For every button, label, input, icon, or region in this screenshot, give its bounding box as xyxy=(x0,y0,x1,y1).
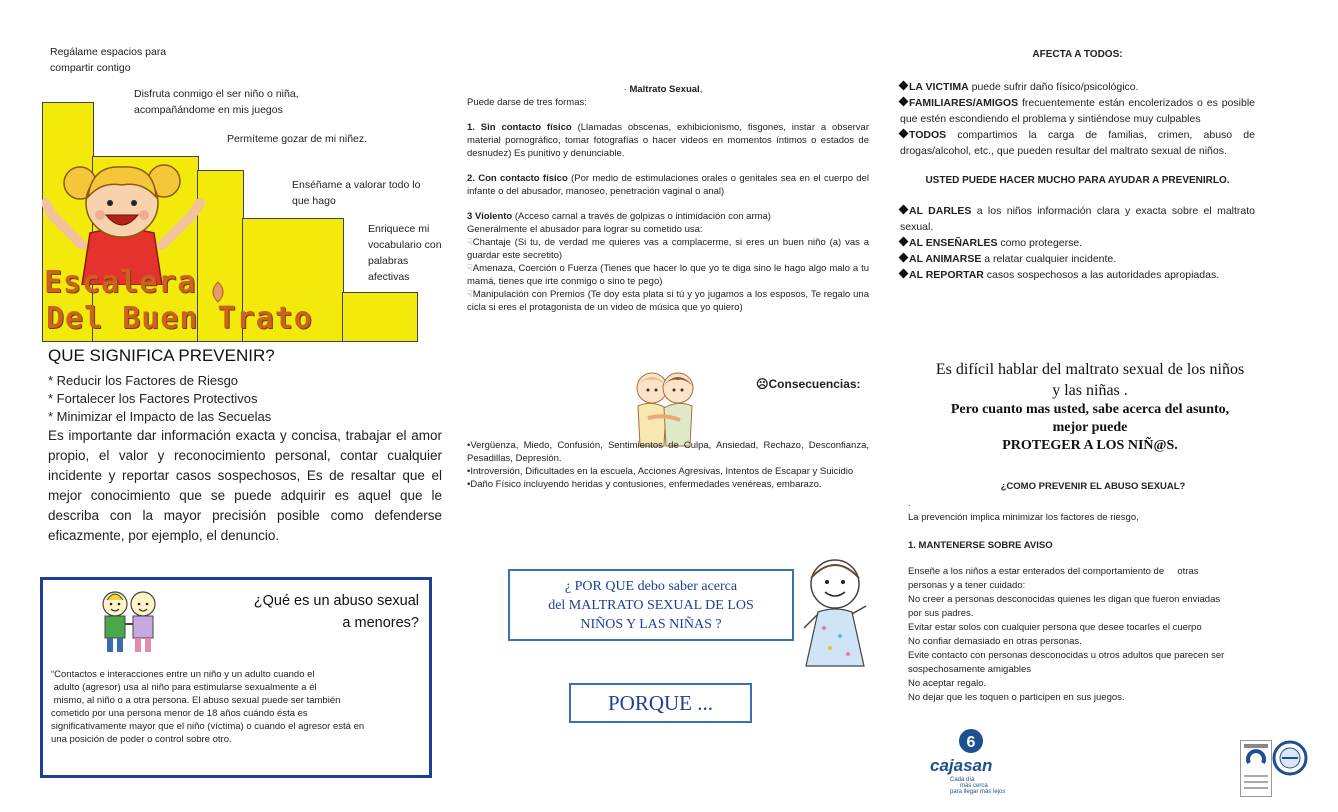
consecuencia-text: Introversión, Dificultades en la escuela, Acciones Agresivas, Intentos de Escapar y Suicidio xyxy=(470,466,854,477)
tactic-text: Chantaje (Si tu, de verdad me quieres vas a complacerme, si eres un buen niño (a) vas a guardar este secretito) xyxy=(467,237,869,261)
afecta-item xyxy=(900,95,1255,127)
tagline-line: más cerca xyxy=(960,783,988,789)
como-prevenir-section xyxy=(908,480,1288,705)
prevention-line: No creer a personas desconocidas quienes les digan que fueron enviadas xyxy=(908,594,1221,605)
certification-logo-2 xyxy=(1272,740,1308,776)
tagline-line: Cada día xyxy=(950,777,975,783)
dificil-line1: Es difícil hablar del maltrato sexual de los niños xyxy=(935,361,1245,378)
dificil-section xyxy=(895,359,1285,455)
porque-text: PORQUE ... xyxy=(607,691,713,715)
tagline-line: para llegar más lejos xyxy=(950,789,1006,795)
diamond-bullet-icon xyxy=(899,253,909,263)
prevention-line: sospechosamente amigables xyxy=(908,664,1032,675)
staircase-title-line1: Escalera xyxy=(44,265,197,300)
consecuencias-list xyxy=(467,439,869,491)
girl-illustration xyxy=(800,556,870,676)
abuso-line: “Contactos e interacciones entre un niño y un adulto cuando el xyxy=(51,669,315,680)
abuso-line: mismo, al niño o a otra persona. El abuso sexual puede ser también xyxy=(51,695,341,706)
abuso-line: una posición de poder o control sobre otro. xyxy=(51,734,232,745)
usted-text: casos sospechosos a las autoridades apropiadas. xyxy=(983,269,1220,281)
dificil-line3: Pero cuanto mas usted, sabe acerca del asunto, xyxy=(950,402,1230,417)
por-que-box xyxy=(508,569,794,641)
abuso-title-line1: ¿Qué es un abuso sexual xyxy=(253,593,419,609)
step-label-5: Enriquece mi vocabulario con palabras afectivas xyxy=(368,223,442,283)
abuso-line: cometido por una persona menor de 18 años cuándo ésta es xyxy=(51,708,308,719)
usted-item xyxy=(900,251,1255,267)
consecuencia-text: Vergüenza, Miedo, Confusión, Sentimientos de Culpa, Ansiedad, Rechazo, Desconfianza, Pesadillas, Depresión. xyxy=(467,440,869,464)
afecta-label: LA VICTIMA xyxy=(909,81,969,93)
usted-label: AL ENSEÑARLES xyxy=(909,237,998,249)
por-que-line2: del MALTRATO SEXUAL DE LOS xyxy=(548,598,754,613)
hugging-children-illustration xyxy=(628,368,700,448)
consecuencias-heading xyxy=(756,377,861,391)
diamond-bullet-icon xyxy=(899,205,909,215)
prevention-line: No dejar que les toquen o participen en sus juegos. xyxy=(908,692,1125,703)
sad-face-icon: ☹ xyxy=(756,377,769,391)
usted-title: USTED PUEDE HACER MUCHO PARA AYUDAR A PREVENIRLO. xyxy=(925,175,1230,186)
como-prevenir-title: ¿COMO PREVENIR EL ABUSO SEXUAL? xyxy=(1000,481,1186,492)
prevention-line: Enseñe a los niños a estar enterados del comportamiento de otras xyxy=(908,566,1199,577)
como-prevenir-subtitle: 1. MANTENERSE SOBRE AVISO xyxy=(908,540,1053,551)
consecuencia-item: •Introversión, Dificultades en la escuela, Acciones Agresivas, Intentos de Escapar y Suicidio xyxy=(467,466,854,477)
prevenir-title: QUE SIGNIFICA PREVENIR? xyxy=(48,346,275,365)
prevention-line: Evitar estar solos con cualquier persona que desee tocarles el cuerpo xyxy=(908,622,1202,633)
maltrato-bullet: · xyxy=(623,84,627,95)
afecta-item xyxy=(900,127,1255,159)
diamond-bullet-icon xyxy=(899,129,909,139)
abuso-definition xyxy=(51,668,423,746)
cajasan-logo xyxy=(928,726,1018,796)
iqnet-seal-icon xyxy=(1272,740,1308,776)
usted-text: como protegerse. xyxy=(997,237,1083,249)
step-label-4: Enséñame a valorar todo lo que hago xyxy=(292,179,421,207)
maltrato-form-1 xyxy=(467,121,869,160)
hand-icon: ☟ xyxy=(467,289,473,300)
stair-step-5 xyxy=(342,292,418,342)
usted-text: a relatar cualquier incidente. xyxy=(981,253,1117,265)
maltrato-intro: Puede darse de tres formas: xyxy=(467,97,587,108)
afecta-label: TODOS xyxy=(909,129,947,141)
usted-item xyxy=(900,203,1255,235)
cajasan-tagline xyxy=(950,777,1005,795)
maltrato-form-2 xyxy=(467,172,869,198)
children-illustration xyxy=(93,586,165,656)
maltrato-heading: Maltrato Sexual xyxy=(629,84,700,95)
tactic-text: Amenaza, Coerción o Fuerza (Tienes que hacer lo que yo te diga sino le hago algo malo a tu mamá, tienes que irte conmigo o sino te pego) xyxy=(467,263,869,287)
step-label-3: Permíteme gozar de mi niñez. xyxy=(227,133,368,145)
prevention-line: por sus padres. xyxy=(908,608,974,619)
diamond-bullet-icon xyxy=(899,237,909,247)
por-que-line1: ¿ POR QUE debo saber acerca xyxy=(564,579,738,594)
abuso-box xyxy=(40,577,432,778)
form-label: 2. Con contacto físico xyxy=(467,173,568,184)
prevention-line: No confiar demasiado en otras personas. xyxy=(908,636,1082,647)
prevention-line: No aceptar regalo. xyxy=(908,678,987,689)
abuso-title-line2: a menores? xyxy=(342,615,419,631)
form-text: (Acceso carnal a través de golpizas o intimidación con arma) xyxy=(512,211,771,222)
maltrato-form-3-sub: Generalmente el abusador para lograr su cometido usa: xyxy=(467,224,703,235)
maltrato-form-3 xyxy=(467,210,869,223)
hand-icon: ☟ xyxy=(467,263,473,274)
diamond-bullet-icon xyxy=(899,97,909,107)
prevenir-item: * Reducir los Factores de Riesgo xyxy=(48,373,239,388)
tactic-text: Manipulación con Premios (Te doy esta plata si tú y yo jugamos a los esposos, Te regalo una cicla si eres el protagonista de un video de música que yo quiero) xyxy=(467,289,869,313)
afecta-text: puede sufrir daño físico/psicológico. xyxy=(968,81,1139,93)
certification-mark-icon xyxy=(1241,741,1271,796)
svg-text:6: 6 xyxy=(966,734,976,751)
consecuencia-item: •Daño Físico incluyendo heridas y contusiones, enfermedades venéreas, embarazo. xyxy=(467,479,822,490)
dificil-line2: y las niñas . xyxy=(1052,382,1128,399)
cajasan-emblem-icon xyxy=(958,726,984,756)
afecta-text: frecuentemente están encolerizados o es posible que estén escondiendo el problema y sintiéndose muy culpables xyxy=(900,97,1255,125)
tactic-item xyxy=(467,236,869,262)
prevenir-item: * Minimizar el Impacto de las Secuelas xyxy=(48,409,272,424)
hand-icon: ☟ xyxy=(467,237,473,248)
cajasan-wordmark: cajasan xyxy=(930,756,993,775)
prevenir-paragraph: Es importante dar información exacta y concisa, trabajar el amor propio, el valor y reconocimiento personal, contar cualquier incidente y reportar casos sospechosos, Es de resaltar que el mejor conocimiento que se puede adquirir es aquel que le describa con la mayor precisión posible como defenderse eficazmente, por ejemplo, el denuncio. xyxy=(48,428,442,543)
afecta-label: FAMILIARES/AMIGOS xyxy=(909,97,1019,109)
por-que-line3: NIÑOS Y LAS NIÑAS ? xyxy=(580,617,722,632)
form-text: (Llamadas obscenas, exhibicionismo, fisgones, instar a observar material pornográfico, tomar fotografías o hacer videos en momentos íntimos o estados de desnudez) Es punitivo y denunciable. xyxy=(467,122,869,159)
prevenir-item: * Fortalecer los Factores Protectivos xyxy=(48,391,258,406)
usted-label: AL REPORTAR xyxy=(909,269,984,281)
porque-box xyxy=(569,683,752,723)
staircase-title-line2: Del Buen Trato xyxy=(46,301,313,336)
como-prevenir-dot: . xyxy=(908,498,911,509)
afecta-title: AFECTA A TODOS: xyxy=(1032,49,1123,60)
afecta-text: compartimos la carga de familias, crimen, abuso de drogas/alcohol, etc., que pueden resultar del maltrato sexual de niños. xyxy=(900,129,1255,157)
step-label-2: Disfruta conmigo el ser niño o niña, acompañándome en mis juegos xyxy=(134,88,299,116)
usted-label: AL DARLES xyxy=(909,205,972,217)
usted-label: AL ANIMARSE xyxy=(909,253,982,265)
usted-title-text: USTED PUEDE HACER MUCHO PARA AYUDAR A PREVENIRLO xyxy=(925,175,1227,186)
form-text: (Por medio de estimulaciones orales o genitales sea en el cuerpo del infante o del abusador, manoseo, penetración vaginal o anal) xyxy=(467,173,869,197)
abuso-line: significativamente mayor que el niño (víctima) o cuando el agresor está en xyxy=(51,721,365,732)
form-label: 3 Violento xyxy=(467,211,513,222)
usted-item xyxy=(900,267,1255,283)
consecuencias-title: Consecuencias: xyxy=(768,377,861,391)
afecta-section xyxy=(900,47,1255,283)
tactic-item xyxy=(467,262,869,288)
prevention-line: personas y a tener cuidado: xyxy=(908,580,1026,591)
prevention-line: Evite contacto con personas desconocidas u otros adultos que parecen ser xyxy=(908,650,1225,661)
dificil-line4: mejor puede xyxy=(1052,420,1128,435)
usted-text: a los niños información clara y exacta sobre el maltrato sexual. xyxy=(900,205,1255,233)
afecta-item xyxy=(900,79,1255,95)
form-label: 1. Sin contacto físico xyxy=(467,122,572,133)
dificil-line5: PROTEGER A LOS NIÑ@S. xyxy=(1002,438,1178,453)
maltrato-section: · Maltrato Sexual, Puede darse de tres formas: 1. Sin contacto físico (Llamadas obscenas, exhibicionismo, fisgones, instar a observar material pornográfico, tomar fotografías o hacer videos en momentos íntimos o estados de desnudez) Es punitivo y denunciable. 2. Con contacto físico (Por medio de estimulaciones orales o genitales sea en el cuerpo del infante o del abusador, manoseo, penetración vaginal o anal) 3 Violento (Acceso carnal a través de golpizas o intimidación con arma) Generalmente el abusador para lograr su cometido usa: ☟Chantaje (Si tu, de verdad me quieres vas a complacerme, si eres un buen niño (a) vas a guardar este secretito) ☟Amenaza, Coerción o Fuerza (Tienes que hacer lo que yo te diga sino le hago algo malo a tu mamá, tienes que irte conmigo o sino te pego) ☟Manipulación con Premios (Te doy esta plata si tú y yo jugamos a los esposos, Te regalo una cicla si eres el protagonista de un video de música que yo quiero) xyxy=(467,84,869,313)
diamond-bullet-icon xyxy=(899,81,909,91)
step-label-1: Regálame espacios para compartir contigo xyxy=(50,46,167,74)
consecuencia-text: Daño Físico incluyendo heridas y contusiones, enfermedades venéreas, embarazo. xyxy=(470,479,822,490)
certification-logo-1 xyxy=(1240,740,1272,797)
abuso-line: adulto (agresor) usa al niño para estimularse sexualmente a él xyxy=(51,682,317,693)
prevenir-section xyxy=(48,346,442,546)
como-prevenir-intro: La prevención implica minimizar los factores de riesgo, xyxy=(908,512,1139,523)
tactic-item xyxy=(467,288,869,314)
consecuencia-item: •Vergüenza, Miedo, Confusión, Sentimientos de Culpa, Ansiedad, Rechazo, Desconfianza, Pesadillas, Depresión. xyxy=(467,440,869,464)
diamond-bullet-icon xyxy=(899,269,909,279)
usted-item xyxy=(900,235,1255,251)
